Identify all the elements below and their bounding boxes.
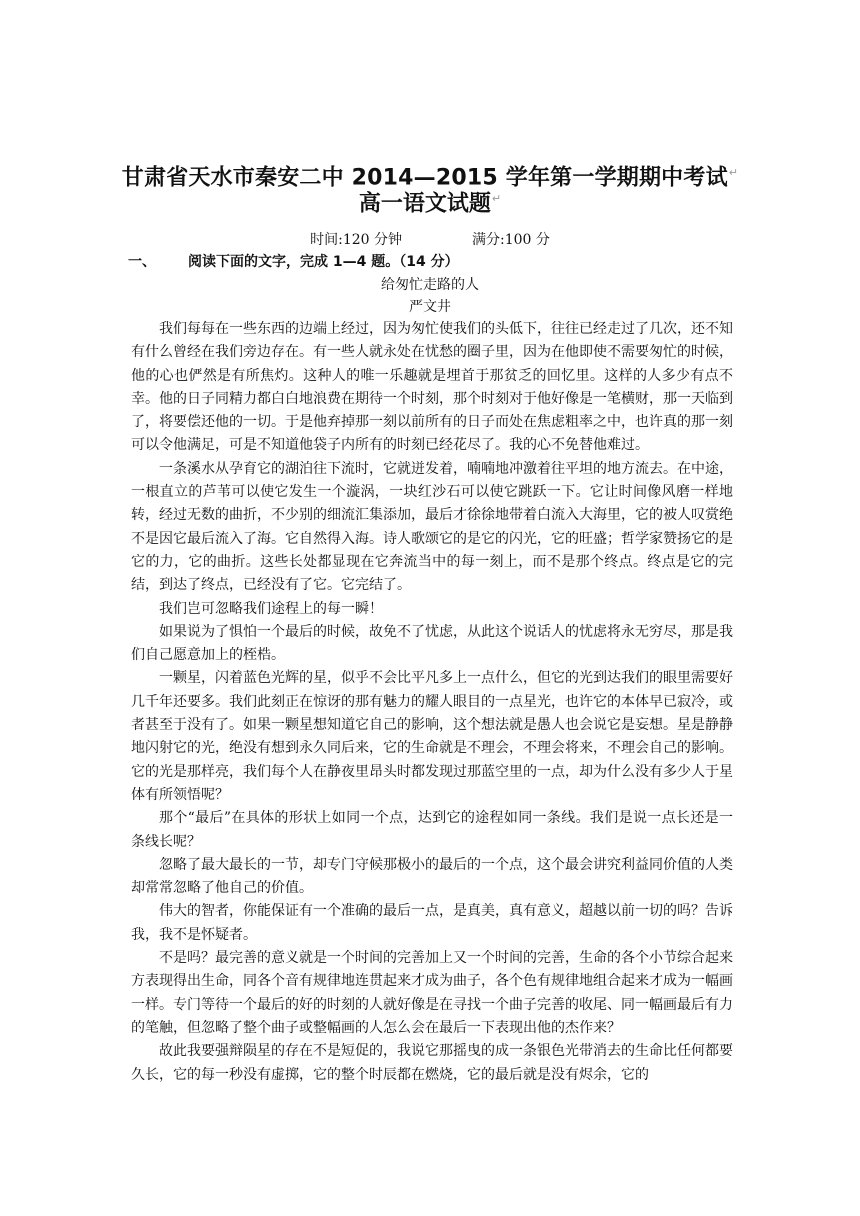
paragraph: 那个“最后”在具体的形状上如同一个点，达到它的途程如同一条线。我们是说一点长还是一条线长呢？	[131, 810, 733, 850]
paragraph: 我们每每在一些东西的边端上经过，因为匆忙使我们的头低下，往往已经走过了几次，还不知有什么曾经在我们旁边存在。有一些人就永处在忧愁的圈子里，因为在他即使不需要匆忙的时候，他的心也俨然是有所焦灼。这种人的唯一乐趣就是埋首于那贫乏的回忆里。这样的人多少有点不幸。他的日子同精力都白白地浪费在期待一个时刻，那个时刻对于他好像是一笔横财，那一天临到了，将要偿还他的一切。于是他弃掉那一刻以前所有的日子而处在焦虑粗率之中，也许真的那一刻可以令他满足，可是不知道他袋子内所有的时刻已经花尽了。我的心不免替他难过。	[131, 321, 733, 454]
essay-title: 给匆忙走路的人	[381, 277, 479, 293]
return-mark-icon: ↵	[728, 166, 739, 179]
section-instruction: 阅读下面的文字，完成 1—4 题。（14 分）	[188, 254, 459, 270]
paragraph: 故此我要强辩陨星的存在不是短促的，我说它那摇曳的成一条银色光带消去的生命比任何都要久长，它的每一秒没有虚掷，它的整个时辰都在燃烧，它的最后就是没有烬余，它的	[131, 1043, 733, 1083]
exam-subtitle-text: 高一语文试题	[358, 191, 491, 217]
paragraph: 伟大的智者，你能保证有一个准确的最后一点，是真美，真有意义，超越以前一切的吗？告诉我，我不是怀疑者。	[131, 903, 733, 943]
paragraph: 一颗星，闪着蓝色光辉的星，似乎不会比平凡多上一点什么，但它的光到达我们的眼里需要好几千年还要多。我们此刻正在惊讶的那有魅力的耀人眼目的一点星光，也许它的本体早已寂冷，或者甚至于没有了。如果一颗星想知道它自己的影响，这个想法就是愚人也会说它是妄想。星是静静地闪射它的光，绝没有想到永久同后来，它的生命就是不理会，不理会将来，不理会自己的影响。它的光是那样亮，我们每个人在静夜里昂头时都发现过那蓝空里的一点，却为什么没有多少人于星体有所领悟呢？	[131, 670, 733, 803]
exam-title-text: 甘肃省天水市秦安二中 2014—2015 学年第一学期期中考试	[121, 165, 728, 191]
return-mark-icon: ↵	[491, 192, 502, 205]
exam-time: 时间:120 分钟	[310, 232, 402, 248]
paragraph: 我们岂可忽略我们途程上的每一瞬！	[159, 600, 383, 617]
paragraph: 如果说为了惧怕一个最后的时候，故免不了忧虑，从此这个说话人的忧虑将永无穷尽，那是我们自己愿意加上的桎梏。	[131, 623, 733, 664]
exam-subtitle	[0, 186, 860, 217]
section-number: 一、	[128, 254, 156, 270]
exam-score: 满分:100 分	[472, 232, 550, 248]
section-heading	[128, 252, 459, 272]
exam-meta	[0, 230, 860, 250]
paragraph: 忽略了最大最长的一节，却专门守候那极小的最后的一个点，这个最会讲究利益同价值的人类却常常忽略了他自己的价值。	[131, 856, 733, 897]
essay-author: 严文井	[409, 299, 451, 315]
paragraph: 一条溪水从孕育它的湖泊往下流时，它就迸发着，喃喃地冲激着往平坦的地方流去。在中途，一根直立的芦苇可以使它发生一个漩涡，一块红沙石可以使它跳跃一下。它让时间像风磨一样地转，经过无数的曲折，不少别的细流汇集添加，最后才徐徐地带着白流入大海里，它的被人叹赏绝不是因它最后流入了海。它自然得入海。诗人歌颂它的是它的闪光，它的旺盛；哲学家赞扬它的是它的力，它的曲折。这些长处都显现在它奔流当中的每一刻上，而不是那个终点。终点是它的完结，到达了终点，已经没有了它。它完结了。	[131, 460, 733, 594]
essay-body	[131, 318, 733, 1087]
paragraph: 不是吗？最完善的意义就是一个时间的完善加上又一个时间的完善，生命的各个小节综合起来方表现得出生命，同各个音有规律地连贯起来才成为曲子，各个色有规律地组合起来才成为一幅画一样。专门等待一个最后的好的时刻的人就好像是在寻找一个曲子完善的收尾、同一幅画最后有力的笔触，但忽略了整个曲子或整幅画的人怎么会在最后一下表现出他的杰作来？	[131, 950, 733, 1036]
